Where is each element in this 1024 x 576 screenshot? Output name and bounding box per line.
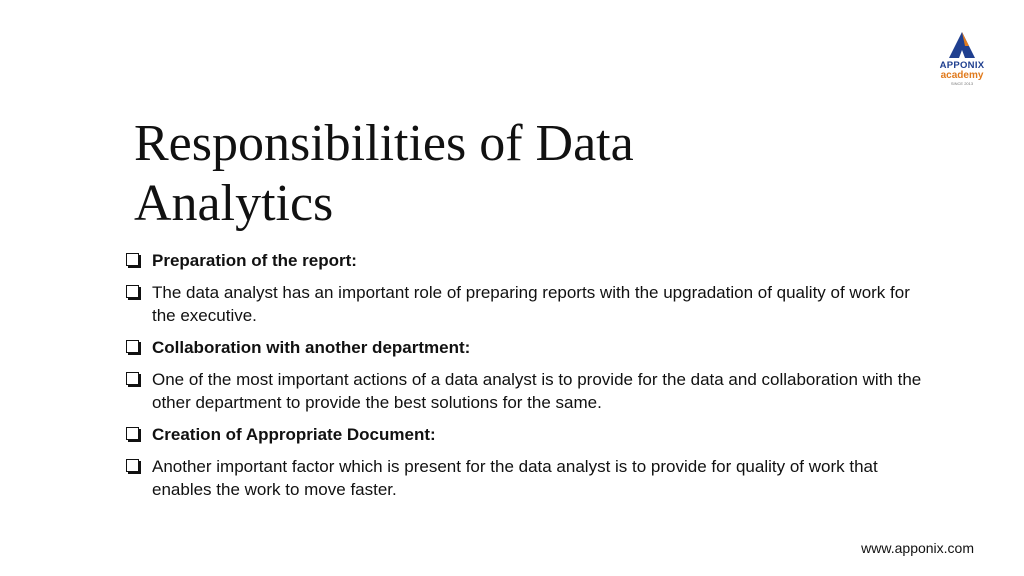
checkbox-bullet-icon [126,427,139,440]
bullet-item [124,423,924,446]
logo-sub-text: academy [940,70,984,81]
bullet-item [124,455,924,501]
logo-brand-text: APPONIX [939,60,985,71]
checkbox-bullet-icon [126,285,139,298]
logo-since-text: SINCE 2013 [950,81,974,86]
bullet-item [124,336,924,359]
bullet-text: The data analyst has an important role of preparing reports with the upgradation of quality of work for the executive. [152,283,910,325]
bullet-text: Creation of Appropriate Document: [152,425,436,444]
checkbox-bullet-icon [126,459,139,472]
bullet-text: Another important factor which is present for the data analyst is to provide for quality of work that enables the work to move faster. [152,457,878,499]
bullet-list [124,249,924,510]
footer-url[interactable]: www.apponix.com [861,540,974,556]
bullet-text: Collaboration with another department: [152,338,471,357]
bullet-item [124,249,924,272]
slide-title: Responsibilities of Data Analytics [134,115,634,232]
bullet-text: One of the most important actions of a data analyst is to provide for the data and collaboration with the other department to provide the best solutions for the same. [152,370,922,412]
bullet-item [124,281,924,327]
checkbox-bullet-icon [126,253,139,266]
checkbox-bullet-icon [126,340,139,353]
checkbox-bullet-icon [126,372,139,385]
apponix-logo [930,30,994,92]
bullet-item [124,368,924,414]
bullet-text: Preparation of the report: [152,251,357,270]
apponix-logo-icon [947,30,977,60]
